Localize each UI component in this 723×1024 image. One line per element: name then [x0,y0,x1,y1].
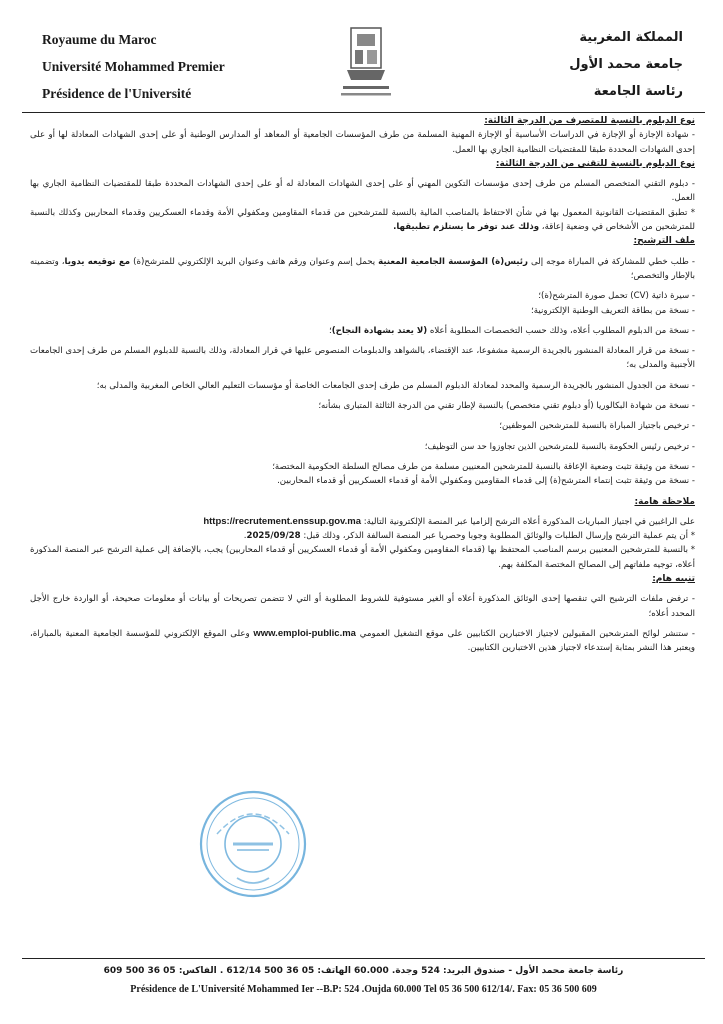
footer-arabic-address: رئاسة جامعة محمد الأول - صندوق البريد: 524 وجدة. 60.000 الهاتف: 05 36 500 612/14 . الفاكس: 05 36 500 609 [103,966,624,976]
kingdom-name-fr: Royaume du Maroc [42,32,157,47]
section-title-technician: نوع الدبلوم بالنسبة للتقني من الدرجة الثالثة: [495,158,695,169]
university-logo [337,24,395,102]
reserved-posts-note: * تطبق المقتضيات القانونية المعمول بها في شأن الاحتفاظ بالمناصب المالية بالنسبة للمترشحين من قدماء المقاومين ومكفولي الأمة وقدماء العسكريين وقدماء المحاربين وكذلك بالنسبة للمترشحين من الأشخاص في وضعية إعاقة، وذلك عند توفر ما يستلزم تطبيقها. [30,207,695,233]
list-item: - طلب خطي للمشاركة في المباراة موجه إلى رئيس(ة) المؤسسة الجامعية المعنية يحمل إسم وعنوان ورقم هاتف وعنوان البريد الإلكتروني للمترشح(ة) مع توقيعه يدويا، وتضمينه بالإطار والتخصص؛ [30,256,695,281]
letterhead-arabic [569,24,683,105]
recruitment-platform-link[interactable]: https://recrutement.enssup.gov.ma [203,515,362,527]
header-divider [22,112,705,113]
university-name-fr: Université Mohammed Premier [42,59,225,74]
publication-note: - ستنشر لوائح المترشحين المقبولين لاجتياز الاختبارين الكتابيين على موقع التشغيل العمومي www.emploi-public.ma وعلى الموقع الإلكتروني للمؤسسة الجامعية المعنية بالمباراة، ويعتبر هذا النشر بمثابة إستدعاء لاجتياز هذين الاختبارين الكتابيين. [30,627,695,654]
list-item: - نسخة من وثيقة تثبت إنتماء المترشح(ة) إلى قدماء المقاومين ومكفولي الأمة أو قدماء العسكريين أو قدماء المحاربين. [277,476,695,487]
presidency-name-ar: رئاسة الجامعة [593,84,683,99]
university-name-ar: جامعة محمد الأول [569,57,683,72]
kingdom-name-ar: المملكة المغربية [579,30,683,45]
section-title-administrator: نوع الدبلوم بالنسبة للمتصرف من الدرجة الثالثة: [484,116,695,126]
administrator-diploma-text: - شهادة الإجازة أو الإجازة في الدراسات الأساسية أو الإجازة المهنية المسلمة من طرف المؤسسات الجامعية أو المعاهد أو المدارس الوطنية أو على إحدى الشهادات المعادلة لها أو على إحدى الشهادات المحددة طبقا للمقتضيات النظامية الجاري بها العمل. [30,130,695,155]
deadline-date: 2025/09/28 [246,531,301,542]
list-item: - سيرة ذاتية (CV) تحمل صورة المترشح(ة)؛ [538,291,695,302]
deadline-note: * أن يتم عملية الترشح وإرسال الطلبات والوثائق المطلوبة وجوبا وحصريا عبر المنصة السالفة الذكر، وذلك قبل: 2025/09/28. [243,531,695,542]
list-item: - نسخة من شهادة البكالوريا (أو دبلوم تقني متخصص) بالنسبة لإطار تقني من الدرجة الثالثة المتبارى بشأنه؛ [318,401,695,412]
letterhead-french [42,26,225,107]
list-item: - ترخيص رئيس الحكومة بالنسبة للمترشحين الذين تجاوزوا حد سن التوظيف؛ [424,441,695,452]
list-item: - نسخة من الجدول المنشور بالجريدة الرسمية والمحدد لمعادلة الدبلوم المسلم من طرف إحدى الجامعات الخاصة أو مؤسسات التعليم العالي الخاص المغربية والمدلى به؛ [96,380,695,391]
reserved-posts-file-note: * بالنسبة للمترشحين المعنيين برسم المناصب المحتفظ بها (قدماء المقاومين ومكفولي الأمة أو قدماء العسكريين أو قدماء المحاربين) يجب، بالإضافة إلى عملية الترشح عبر المنصة المذكورة أعلاه، توجيه ملفاتهم إلى المصالح المختصة المكلفة بهم. [30,545,695,570]
list-item: - نسخة من وثيقة تثبت وضعية الإعاقة بالنسبة للمترشحين المعنيين مسلمة من طرف مصالح السلطة الحكومية المختصة؛ [272,461,695,472]
presidency-name-fr: Présidence de l'Université [42,86,192,101]
section-title-application-file: ملف الترشيح: [633,236,695,247]
section-title-warning: تنبيه هام: [652,574,695,585]
list-item: - نسخة من بطاقة التعريف الوطنية الإلكترونية؛ [531,305,695,316]
rejection-note: - ترفض ملفات الترشيح التي تنقصها إحدى الوثائق المذكورة أعلاه أو الغير مستوفية للشروط المطلوبة أو التي لا تتضمن تصريحات أو بيانات أو معلومات صحيحة، أو الواردة خارج الأجل المحدد أعلاه؛ [30,594,695,619]
list-item: - نسخة من الدبلوم المطلوب أعلاه، وذلك حسب التخصصات المطلوبة أعلاه (لا يعتد بشهادة النجاح)؛ [329,325,695,336]
presidency-stamp [197,788,309,900]
announcement-body [30,114,695,656]
list-item: - نسخة من قرار المعادلة المنشور بالجريدة الرسمية مشفوعا، عند الإقتضاء، بالشواهد والدبلومات المنصوص عليها في قرار المعادلة، وذلك بالنسبة للدبلوم المسلم من طرف إحدى الجامعات الأجنبية والمدلى به؛ [30,346,695,371]
list-item: - ترخيص باجتياز المباراة بالنسبة للمترشحين الموظفين؛ [499,421,695,432]
letterhead [22,18,705,112]
platform-note: على الراغبين في اجتياز المباريات المذكورة أعلاه الترشح إلزاميا عبر المنصة الإلكترونية التالية: https://recrutement.enssup.gov.ma [203,515,695,527]
footer-french-address: Présidence de L'Université Mohammed Ier --B.P: 524 .Oujda 60.000 Tel 05 36 500 612/14/. Fax: 05 36 500 609 [130,984,597,995]
technician-diploma-text: - دبلوم التقني المتخصص المسلم من طرف إحدى مؤسسات التكوين المهني أو على إحدى الشهادات المعادلة له أو على إحدى الشهادات المحددة طبقا للمقتضيات النظامية الجاري بها العمل. [30,179,695,204]
footer-divider [22,958,705,959]
document-page [22,18,705,1008]
section-title-important-note: ملاحظة هامة: [634,496,695,507]
emploi-public-link[interactable]: www.emploi-public.ma [253,627,356,639]
